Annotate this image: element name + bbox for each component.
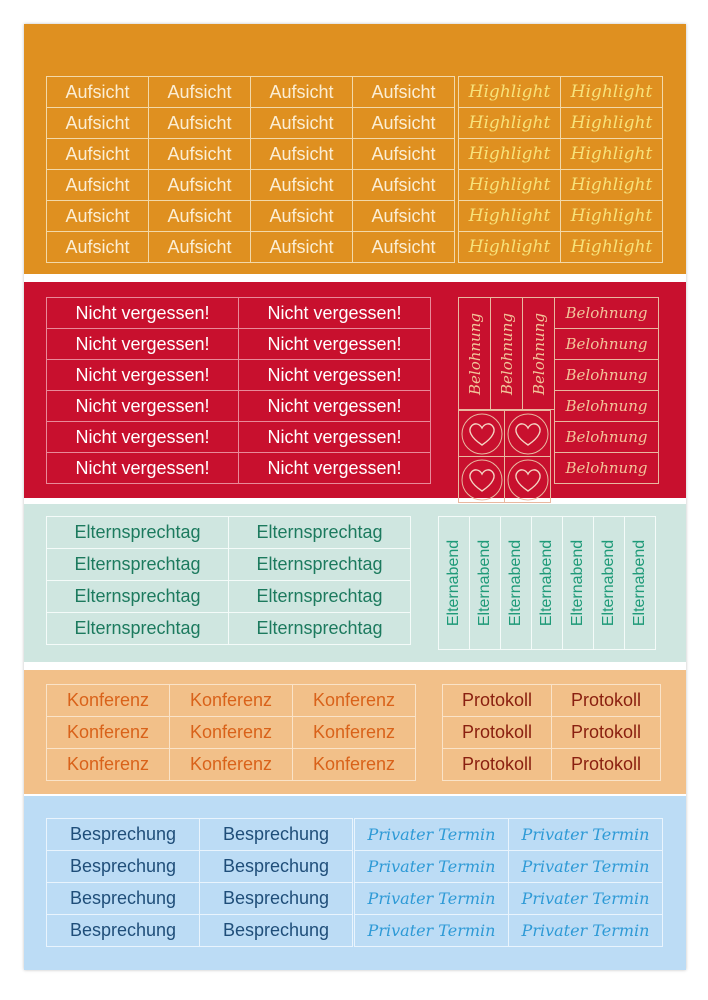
- belohnung-sticker-label: Belohnung: [565, 366, 648, 384]
- aufsicht-sticker: [251, 77, 353, 108]
- aufsicht-sticker: [149, 77, 251, 108]
- aufsicht-sticker-label: Aufsicht: [167, 236, 232, 257]
- aufsicht-sticker-label: Aufsicht: [167, 205, 232, 226]
- aufsicht-sticker-label: Aufsicht: [371, 205, 436, 226]
- highlight-sticker: [459, 170, 561, 201]
- aufsicht-sticker: [353, 201, 455, 232]
- highlight-sticker-label: Highlight: [570, 175, 653, 195]
- aufsicht-sticker-label: Aufsicht: [167, 112, 232, 133]
- elternsprechtag-sticker: [47, 581, 229, 613]
- highlight-sticker: [561, 232, 663, 263]
- nicht-vergessen-sticker-label: Nicht vergessen!: [267, 426, 402, 447]
- privater-termin-sticker-label: Privater Termin: [521, 921, 650, 940]
- elternabend-sticker: [501, 517, 532, 650]
- elternsprechtag-sticker: [229, 549, 411, 581]
- aufsicht-sticker-label: Aufsicht: [269, 112, 334, 133]
- protokoll-sticker: [443, 685, 552, 717]
- heart-icon: [460, 412, 504, 456]
- nicht-vergessen-sticker-label: Nicht vergessen!: [267, 457, 402, 478]
- privater-termin-sticker-label: Privater Termin: [367, 825, 496, 844]
- aufsicht-sticker-label: Aufsicht: [167, 143, 232, 164]
- nicht-vergessen-sticker-label: Nicht vergessen!: [267, 333, 402, 354]
- aufsicht-sticker-label: Aufsicht: [167, 174, 232, 195]
- privater-termin-sticker-label: Privater Termin: [521, 889, 650, 908]
- elternsprechtag-sticker: [229, 613, 411, 645]
- highlight-sticker-label: Highlight: [468, 144, 551, 164]
- aufsicht-sticker-label: Aufsicht: [371, 143, 436, 164]
- nicht-vergessen-sticker: [47, 360, 239, 391]
- besprechung-sticker-label: Besprechung: [222, 920, 330, 940]
- heart-sticker: [505, 411, 551, 457]
- elternabend-sticker-label: Elternabend: [631, 539, 649, 627]
- nicht-vergessen-sticker: [47, 391, 239, 422]
- nicht-vergessen-sticker: [239, 329, 431, 360]
- protokoll-sticker: [443, 717, 552, 749]
- konferenz-sticker-label: Konferenz: [189, 690, 273, 710]
- besprechung-sticker-label: Besprechung: [69, 824, 177, 844]
- belohnung-vertical-sticker: [459, 298, 491, 410]
- besprechung-sticker: [200, 915, 353, 947]
- belohnung-sticker: [555, 298, 659, 329]
- aufsicht-sticker-label: Aufsicht: [65, 205, 130, 226]
- besprechung-sticker-label: Besprechung: [222, 824, 330, 844]
- privater-termin-sticker-label: Privater Termin: [521, 857, 650, 876]
- elternsprechtag-sticker-label: Elternsprechtag: [256, 586, 383, 606]
- heart-grid: [458, 410, 551, 503]
- highlight-sticker-label: Highlight: [468, 206, 551, 226]
- highlight-sticker-label: Highlight: [570, 82, 653, 102]
- heart-sticker: [459, 457, 505, 503]
- konferenz-sticker: [293, 685, 416, 717]
- aufsicht-sticker: [149, 170, 251, 201]
- nicht-vergessen-sticker: [239, 298, 431, 329]
- elternabend-sticker-label: Elternabend: [476, 539, 494, 627]
- belohnung-sticker: [555, 360, 659, 391]
- protokoll-sticker-label: Protokoll: [461, 722, 533, 742]
- elternabend-grid: [438, 516, 656, 650]
- highlight-sticker-label: Highlight: [570, 206, 653, 226]
- aufsicht-sticker: [47, 170, 149, 201]
- aufsicht-sticker-label: Aufsicht: [371, 236, 436, 257]
- nicht-vergessen-sticker: [47, 453, 239, 484]
- belohnung-sticker: [555, 329, 659, 360]
- belohnung-vertical-sticker: [523, 298, 555, 410]
- heart-icon: [506, 458, 550, 502]
- highlight-sticker: [459, 201, 561, 232]
- aufsicht-sticker: [149, 108, 251, 139]
- aufsicht-sticker: [251, 170, 353, 201]
- konferenz-sticker: [47, 685, 170, 717]
- belohnung-sticker-label: Belohnung: [565, 304, 648, 322]
- besprechung-grid: [46, 818, 353, 947]
- highlight-sticker: [459, 139, 561, 170]
- aufsicht-sticker: [47, 201, 149, 232]
- elternsprechtag-grid: [46, 516, 411, 645]
- privater-termin-sticker: [509, 883, 663, 915]
- privater-termin-sticker: [355, 915, 509, 947]
- aufsicht-sticker: [251, 201, 353, 232]
- konferenz-sticker-label: Konferenz: [312, 690, 396, 710]
- protokoll-sticker: [552, 749, 661, 781]
- aufsicht-sticker: [149, 201, 251, 232]
- aufsicht-sticker-label: Aufsicht: [269, 81, 334, 102]
- elternsprechtag-sticker: [47, 549, 229, 581]
- highlight-sticker-label: Highlight: [468, 113, 551, 133]
- nicht-vergessen-sticker-label: Nicht vergessen!: [75, 395, 210, 416]
- nicht-vergessen-sticker: [47, 422, 239, 453]
- privater-termin-sticker: [355, 883, 509, 915]
- konferenz-sticker: [170, 685, 293, 717]
- highlight-sticker-label: Highlight: [570, 113, 653, 133]
- besprechung-sticker-label: Besprechung: [69, 920, 177, 940]
- aufsicht-grid: [46, 76, 455, 263]
- aufsicht-sticker: [353, 232, 455, 263]
- aufsicht-sticker: [47, 77, 149, 108]
- heart-icon: [506, 412, 550, 456]
- belohnung-vertical-sticker-label: Belohnung: [465, 312, 484, 395]
- konferenz-sticker-label: Konferenz: [312, 722, 396, 742]
- belohnung-sticker: [555, 453, 659, 484]
- aufsicht-sticker-label: Aufsicht: [269, 236, 334, 257]
- highlight-sticker-label: Highlight: [468, 175, 551, 195]
- konferenz-sticker: [293, 717, 416, 749]
- elternsprechtag-sticker: [47, 613, 229, 645]
- highlight-sticker-label: Highlight: [468, 82, 551, 102]
- elternabend-sticker: [439, 517, 470, 650]
- peach-band: [24, 670, 686, 794]
- protokoll-sticker-label: Protokoll: [570, 722, 642, 742]
- elternsprechtag-sticker-label: Elternsprechtag: [74, 522, 201, 542]
- aufsicht-sticker-label: Aufsicht: [167, 81, 232, 102]
- aufsicht-sticker: [149, 232, 251, 263]
- besprechung-sticker: [200, 851, 353, 883]
- elternsprechtag-sticker-label: Elternsprechtag: [74, 554, 201, 574]
- aufsicht-sticker: [353, 77, 455, 108]
- aufsicht-sticker-label: Aufsicht: [65, 112, 130, 133]
- sticker-sheet: [24, 24, 686, 970]
- elternabend-sticker-label: Elternabend: [507, 539, 525, 627]
- nicht-vergessen-sticker: [239, 422, 431, 453]
- nicht-vergessen-sticker-label: Nicht vergessen!: [267, 364, 402, 385]
- privater-termin-sticker: [355, 851, 509, 883]
- nicht-vergessen-sticker-label: Nicht vergessen!: [75, 457, 210, 478]
- privater-termin-sticker-label: Privater Termin: [367, 857, 496, 876]
- highlight-sticker: [561, 201, 663, 232]
- aufsicht-sticker-label: Aufsicht: [65, 81, 130, 102]
- aufsicht-sticker: [353, 139, 455, 170]
- belohnung-vertical-sticker-label: Belohnung: [529, 312, 548, 395]
- elternsprechtag-sticker: [47, 517, 229, 549]
- besprechung-sticker: [47, 851, 200, 883]
- belohnung-sticker-label: Belohnung: [565, 397, 648, 415]
- nicht-vergessen-sticker-label: Nicht vergessen!: [267, 302, 402, 323]
- nicht-vergessen-sticker-label: Nicht vergessen!: [75, 426, 210, 447]
- konferenz-sticker-label: Konferenz: [189, 754, 273, 774]
- belohnung-vertical-sticker-label: Belohnung: [497, 312, 516, 395]
- aufsicht-sticker: [149, 139, 251, 170]
- aufsicht-sticker: [47, 139, 149, 170]
- nicht-vergessen-sticker-label: Nicht vergessen!: [75, 364, 210, 385]
- konferenz-sticker-label: Konferenz: [66, 754, 150, 774]
- besprechung-sticker: [200, 883, 353, 915]
- heart-icon: [460, 458, 504, 502]
- konferenz-sticker: [170, 749, 293, 781]
- privater-termin-sticker: [355, 819, 509, 851]
- aufsicht-sticker: [47, 232, 149, 263]
- elternsprechtag-sticker: [229, 517, 411, 549]
- belohnung-sticker-label: Belohnung: [565, 459, 648, 477]
- belohnung-sticker: [555, 422, 659, 453]
- elternabend-sticker-label: Elternabend: [600, 539, 618, 627]
- protokoll-sticker-label: Protokoll: [461, 754, 533, 774]
- elternabend-sticker: [563, 517, 594, 650]
- aufsicht-sticker-label: Aufsicht: [371, 174, 436, 195]
- konferenz-sticker: [47, 749, 170, 781]
- belohnung-sticker: [555, 391, 659, 422]
- heart-sticker: [505, 457, 551, 503]
- nicht-vergessen-sticker: [47, 329, 239, 360]
- elternsprechtag-sticker-label: Elternsprechtag: [256, 554, 383, 574]
- nicht-vergessen-sticker: [239, 453, 431, 484]
- highlight-sticker: [561, 139, 663, 170]
- highlight-sticker: [459, 232, 561, 263]
- heart-sticker: [459, 411, 505, 457]
- belohnung-vertical-sticker: [491, 298, 523, 410]
- highlight-sticker: [459, 108, 561, 139]
- protokoll-sticker-label: Protokoll: [570, 690, 642, 710]
- konferenz-sticker: [293, 749, 416, 781]
- highlight-sticker: [561, 77, 663, 108]
- privater-termin-grid: [354, 818, 663, 947]
- highlight-sticker-label: Highlight: [570, 144, 653, 164]
- aufsicht-sticker-label: Aufsicht: [65, 143, 130, 164]
- besprechung-sticker: [47, 819, 200, 851]
- belohnung-sticker-label: Belohnung: [565, 335, 648, 353]
- elternsprechtag-sticker: [229, 581, 411, 613]
- elternabend-sticker: [470, 517, 501, 650]
- elternabend-sticker: [594, 517, 625, 650]
- highlight-grid: [458, 76, 663, 263]
- highlight-sticker: [459, 77, 561, 108]
- aufsicht-sticker-label: Aufsicht: [371, 112, 436, 133]
- blue-band: [24, 796, 686, 970]
- belohnung-sticker-label: Belohnung: [565, 428, 648, 446]
- elternabend-sticker-label: Elternabend: [445, 539, 463, 627]
- besprechung-sticker-label: Besprechung: [222, 888, 330, 908]
- highlight-sticker-label: Highlight: [468, 237, 551, 257]
- elternabend-sticker: [532, 517, 563, 650]
- konferenz-sticker-label: Konferenz: [189, 722, 273, 742]
- elternsprechtag-sticker-label: Elternsprechtag: [256, 618, 383, 638]
- belohnung-vertical-grid: [458, 297, 555, 410]
- red-band: [24, 282, 686, 498]
- aufsicht-sticker-label: Aufsicht: [371, 81, 436, 102]
- belohnung-horizontal-grid: [554, 297, 659, 484]
- privater-termin-sticker-label: Privater Termin: [521, 825, 650, 844]
- besprechung-sticker-label: Besprechung: [69, 888, 177, 908]
- elternabend-sticker: [625, 517, 656, 650]
- besprechung-sticker: [200, 819, 353, 851]
- nicht-vergessen-sticker-label: Nicht vergessen!: [75, 333, 210, 354]
- elternabend-sticker-label: Elternabend: [569, 539, 587, 627]
- nicht-vergessen-grid: [46, 297, 431, 484]
- nicht-vergessen-sticker: [239, 391, 431, 422]
- privater-termin-sticker-label: Privater Termin: [367, 889, 496, 908]
- protokoll-sticker: [552, 717, 661, 749]
- protokoll-sticker: [552, 685, 661, 717]
- konferenz-sticker-label: Konferenz: [66, 690, 150, 710]
- konferenz-sticker: [170, 717, 293, 749]
- besprechung-sticker-label: Besprechung: [222, 856, 330, 876]
- orange-band: [24, 24, 686, 274]
- aufsicht-sticker-label: Aufsicht: [269, 143, 334, 164]
- elternsprechtag-sticker-label: Elternsprechtag: [74, 618, 201, 638]
- besprechung-sticker: [47, 915, 200, 947]
- aufsicht-sticker: [47, 108, 149, 139]
- konferenz-sticker-label: Konferenz: [66, 722, 150, 742]
- protokoll-grid: [442, 684, 661, 781]
- highlight-sticker: [561, 170, 663, 201]
- elternsprechtag-sticker-label: Elternsprechtag: [256, 522, 383, 542]
- besprechung-sticker: [47, 883, 200, 915]
- privater-termin-sticker: [509, 915, 663, 947]
- privater-termin-sticker-label: Privater Termin: [367, 921, 496, 940]
- highlight-sticker: [561, 108, 663, 139]
- protokoll-sticker-label: Protokoll: [461, 690, 533, 710]
- konferenz-sticker-label: Konferenz: [312, 754, 396, 774]
- besprechung-sticker-label: Besprechung: [69, 856, 177, 876]
- konferenz-sticker: [47, 717, 170, 749]
- protokoll-sticker: [443, 749, 552, 781]
- nicht-vergessen-sticker: [239, 360, 431, 391]
- aufsicht-sticker: [353, 108, 455, 139]
- elternabend-sticker-label: Elternabend: [538, 539, 556, 627]
- aufsicht-sticker-label: Aufsicht: [269, 205, 334, 226]
- aufsicht-sticker: [251, 232, 353, 263]
- privater-termin-sticker: [509, 819, 663, 851]
- mint-band: [24, 504, 686, 662]
- highlight-sticker-label: Highlight: [570, 237, 653, 257]
- nicht-vergessen-sticker: [47, 298, 239, 329]
- privater-termin-sticker: [509, 851, 663, 883]
- elternsprechtag-sticker-label: Elternsprechtag: [74, 586, 201, 606]
- aufsicht-sticker-label: Aufsicht: [65, 236, 130, 257]
- aufsicht-sticker: [251, 139, 353, 170]
- nicht-vergessen-sticker-label: Nicht vergessen!: [267, 395, 402, 416]
- konferenz-grid: [46, 684, 416, 781]
- aufsicht-sticker-label: Aufsicht: [65, 174, 130, 195]
- aufsicht-sticker: [251, 108, 353, 139]
- aufsicht-sticker: [353, 170, 455, 201]
- aufsicht-sticker-label: Aufsicht: [269, 174, 334, 195]
- protokoll-sticker-label: Protokoll: [570, 754, 642, 774]
- nicht-vergessen-sticker-label: Nicht vergessen!: [75, 302, 210, 323]
